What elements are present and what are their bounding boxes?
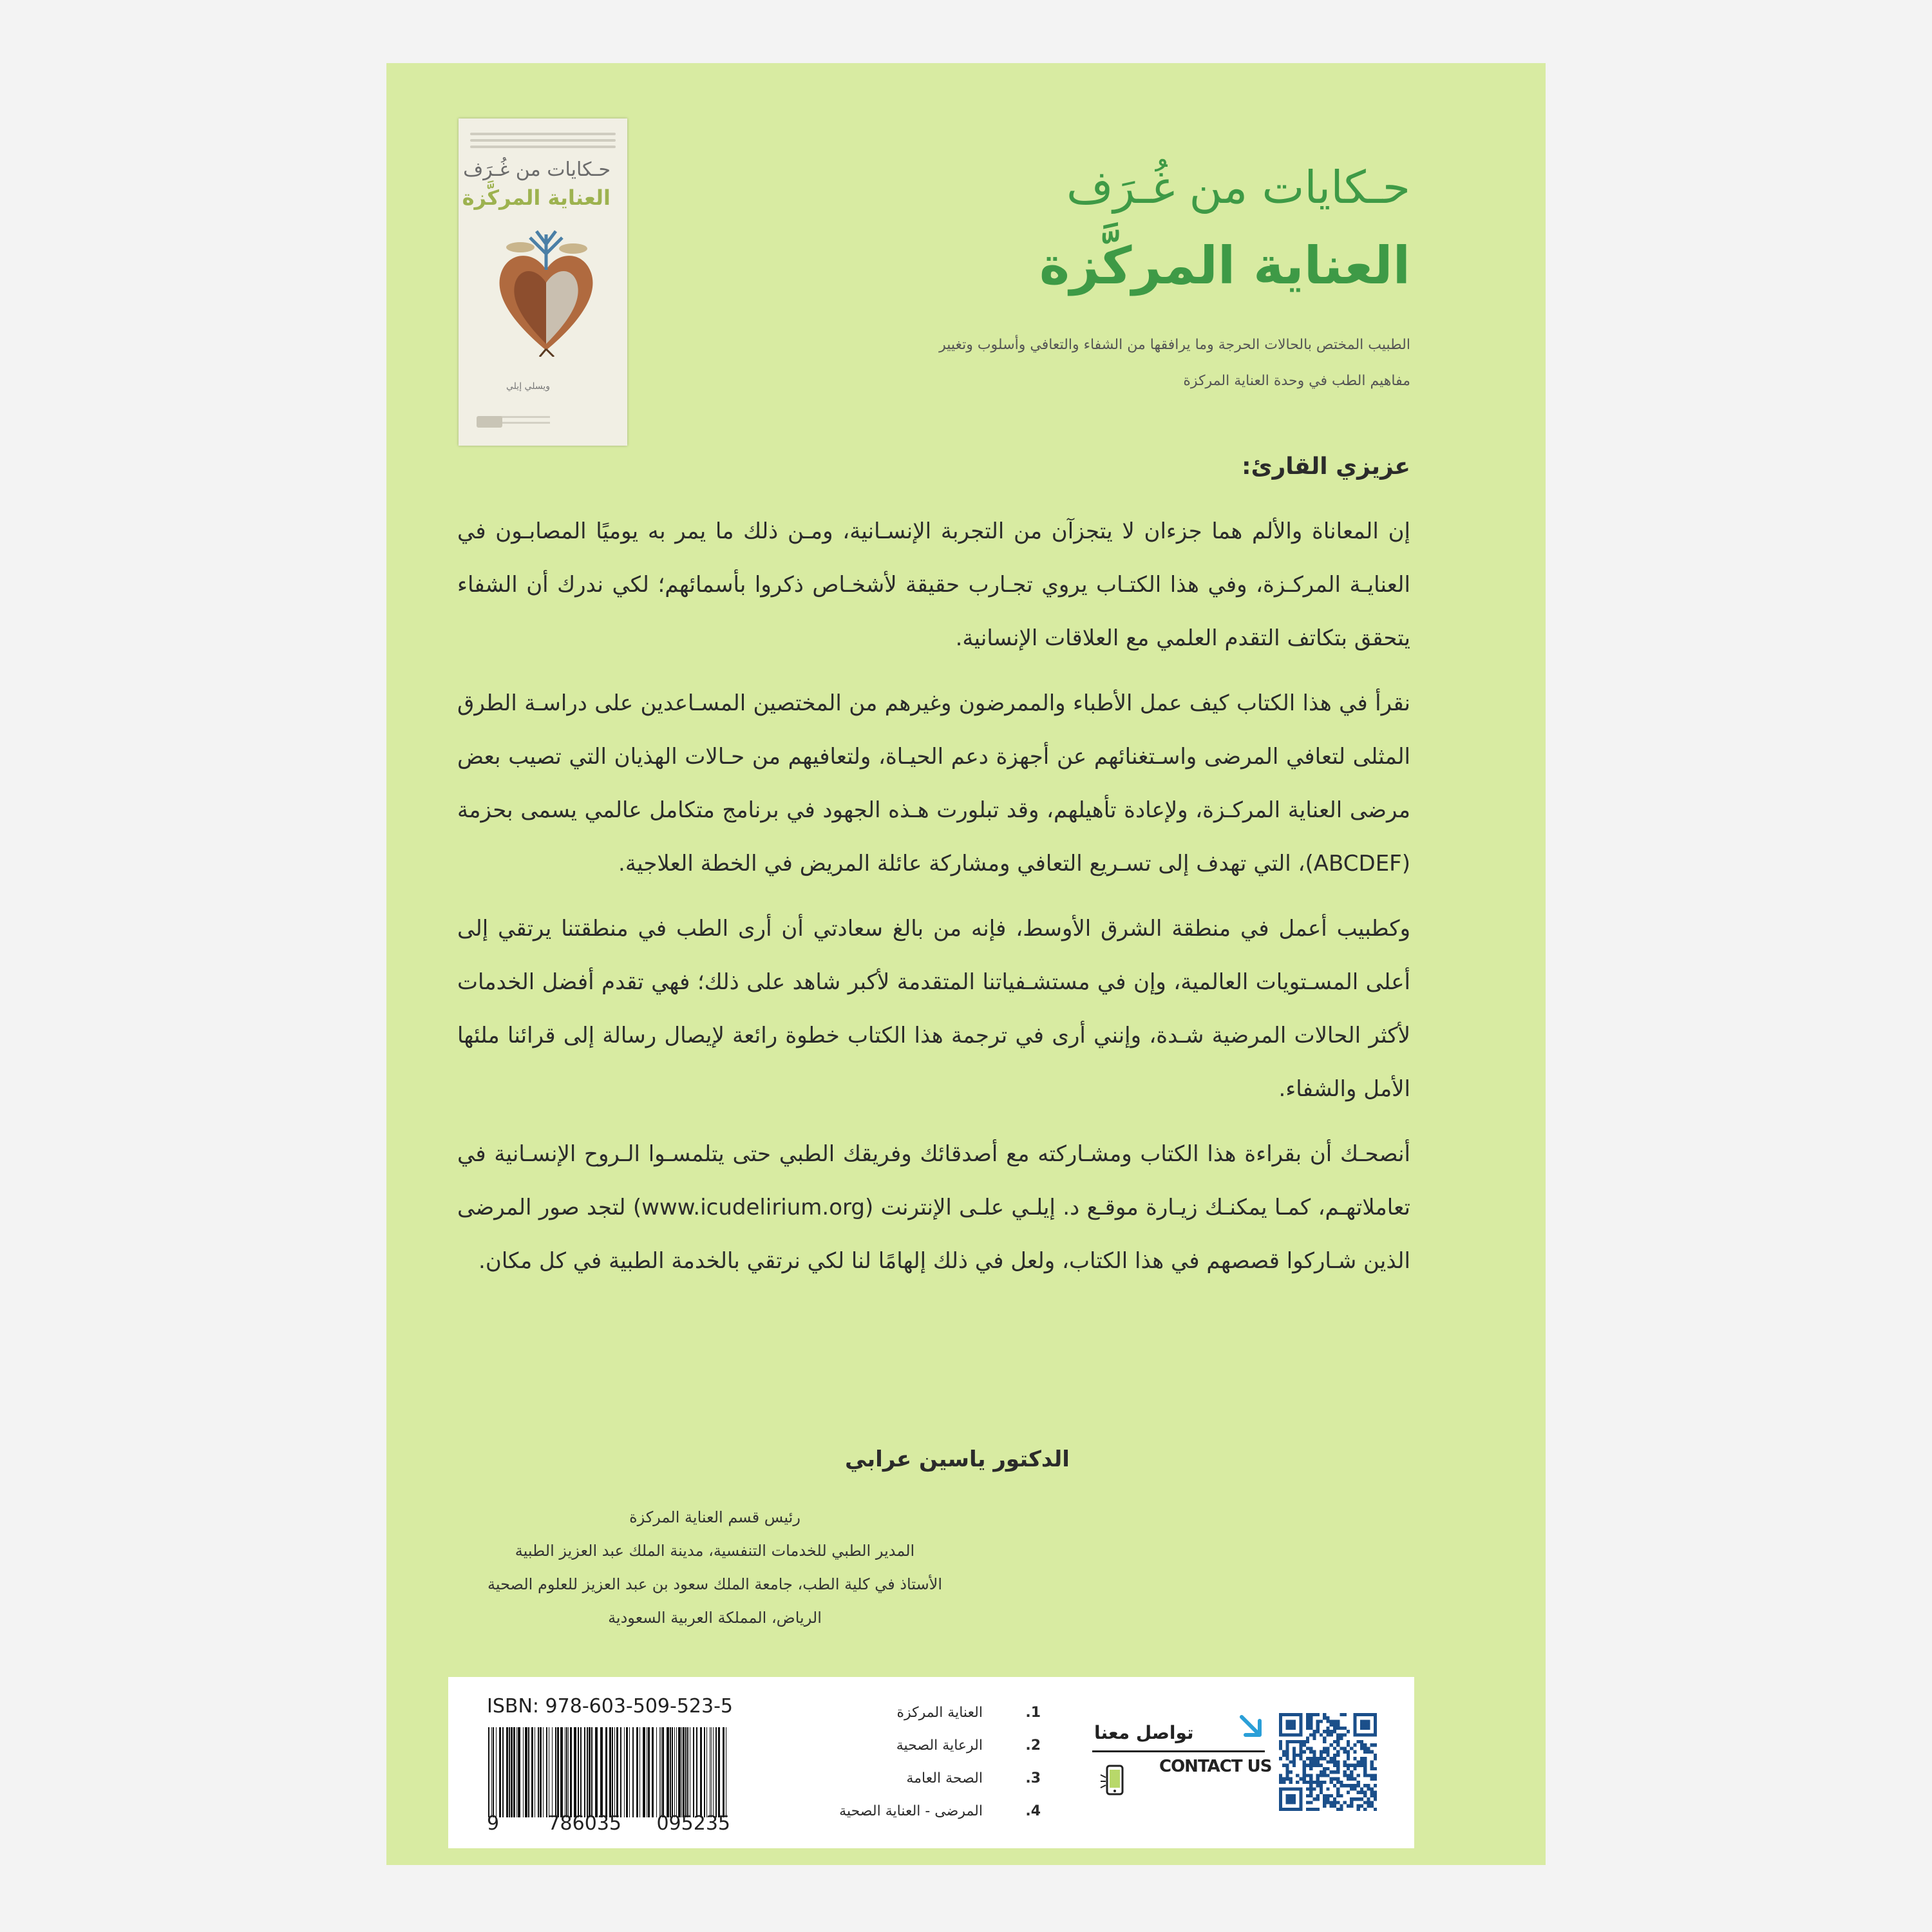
subject-number: 2. xyxy=(1025,1738,1041,1754)
signer-role: الأستاذ في كلية الطب، جامعة الملك سعود بن عبد العزيز للعلوم الصحية xyxy=(487,1575,943,1593)
subject-text: الرعاية الصحية xyxy=(896,1738,983,1754)
contact-label-arabic: تواصل معنا xyxy=(1094,1722,1194,1743)
subject-item xyxy=(770,1795,1041,1828)
back-cover xyxy=(386,63,1546,1865)
phone-icon xyxy=(1095,1761,1134,1799)
subject-item xyxy=(770,1696,1041,1729)
paragraph-2: نقرأ في هذا الكتاب كيف عمل الأطباء والممرضون وغيرهم من المختصين المسـاعدين على دراسـة الطرق المثلى لتعافي المرضى واسـتغنائهم عن أجهزة دعم الحيـاة، ولتعافيهم من حـالات الهذيان التي تصيب بعض مرضى العناية المركـزة، ولإعادة تأهيلهم، وقد تبلورت هـذه الجهود في برنامج متكامل عالمي يسمى بحزمة (ABCDEF)، التي تهدف إلى تسـريع التعافي ومشاركة عائلة المريض في الخطة العلاجية. xyxy=(457,690,1410,876)
contact-divider xyxy=(1092,1750,1265,1752)
paragraph-1: إن المعاناة والألم هما جزءان لا يتجزآن من التجربة الإنسـانية، ومـن ذلك ما يمر به يوميًا المصابـون في العنايـة المركـزة، وفي هذا الكتـاب يروي تجـارب حقيقة لأشخـاص ذكروا بأسمائهم؛ لكي ندرك أن الشفاء يتحقق بتكاتف التقدم العلمي مع العلاقات الإنسانية. xyxy=(457,518,1410,651)
subject-number: 1. xyxy=(1025,1705,1041,1721)
subject-number: 4. xyxy=(1025,1803,1041,1819)
subject-number: 3. xyxy=(1025,1770,1041,1786)
qr-code[interactable] xyxy=(1279,1713,1377,1811)
paragraph-3: وكطبيب أعمل في منطقة الشرق الأوسط، فإنه من بالغ سعادتي أن أرى الطب في منطقتنا يرتقي إلى أعلى المسـتويات العالمية، وإن في مستشـفياتنا المتقدمة لأكبر شاهد على ذلك؛ فهي تقدم أفضل الخدمات لأكثر الحالات المرضية شـدة، وإنني أرى في ترجمة هذا الكتاب خطوة رائعة لإيصال رسالة إلى قرائنا ملئها الأمل والشفاء. xyxy=(457,916,1410,1102)
thumbnail-blurb xyxy=(470,133,616,158)
greeting: عزيزي القارئ: xyxy=(1242,453,1410,480)
thumbnail-title-line1: حـكايات من غُـرَف xyxy=(463,158,611,181)
barcode xyxy=(487,1727,730,1817)
book-title-line1: حـكايات من غُـرَف xyxy=(1066,161,1410,214)
subject-item xyxy=(770,1762,1041,1795)
book-subtitle: الطبيب المختص بالحالات الحرجة وما يرافقها من الشفاء والتعافي وأسلوب وتغيير مفاهيم الطب في وحدة العناية المركزة xyxy=(939,337,1410,389)
subject-text: الصحة العامة xyxy=(906,1770,983,1786)
subject-text: العناية المركزة xyxy=(896,1705,983,1721)
subject-item xyxy=(770,1729,1041,1762)
paragraph-4: أنصحـك أن بقراءة هذا الكتاب ومشـاركته مع أصدقائك وفريقك الطبي حتى يتلمسـوا الـروح الإنسـانية في تعاملاتهـم، كمـا يمكنـك زيـارة موقـع د. إيلـي علـى الإنترنت (www.icudelirium.org) لتجد صور المرضى الذين شـاركوا قصصهم في هذا الكتاب، ولعل في ذلك إلهامًا لنا لكي نرتقي بالخدمة الطبية في كل مكان. xyxy=(457,1141,1410,1274)
barcode-digit-group: 786035 xyxy=(547,1812,621,1835)
signer-role: رئيس قسم العناية المركزة xyxy=(629,1508,800,1526)
signer-role: المدير الطبي للخدمات التنفسية، مدينة الملك عبد العزيز الطبية xyxy=(515,1542,915,1560)
heart-tree-illustration xyxy=(495,228,598,357)
arrow-down-right-icon xyxy=(1238,1713,1266,1741)
barcode-digit-group: 095235 xyxy=(656,1812,730,1835)
publisher-logo xyxy=(477,416,502,428)
cover-thumbnail xyxy=(459,118,627,446)
thumbnail-author: ويسلي إيلي xyxy=(506,381,550,392)
info-panel xyxy=(448,1677,1414,1848)
barcode-digits xyxy=(487,1812,730,1835)
subject-text: المرضى - العناية الصحية xyxy=(839,1803,983,1819)
book-title-line2: العناية المركَّزة xyxy=(1039,236,1410,296)
thumbnail-title-line2: العناية المركَّزة xyxy=(462,185,611,210)
contact-label-english: CONTACT US xyxy=(1159,1757,1272,1776)
subject-list xyxy=(770,1696,1041,1828)
signer-role: الرياض، المملكة العربية السعودية xyxy=(608,1609,822,1627)
letter-body xyxy=(457,440,1410,1300)
barcode-digit-group: 9 xyxy=(487,1812,500,1835)
signer-roles xyxy=(451,1501,979,1634)
thumbnail-credits xyxy=(498,412,550,424)
signer-name: الدكتور ياسين عرابي xyxy=(845,1446,1070,1472)
isbn-label: ISBN: 978-603-509-523-5 xyxy=(487,1695,733,1718)
